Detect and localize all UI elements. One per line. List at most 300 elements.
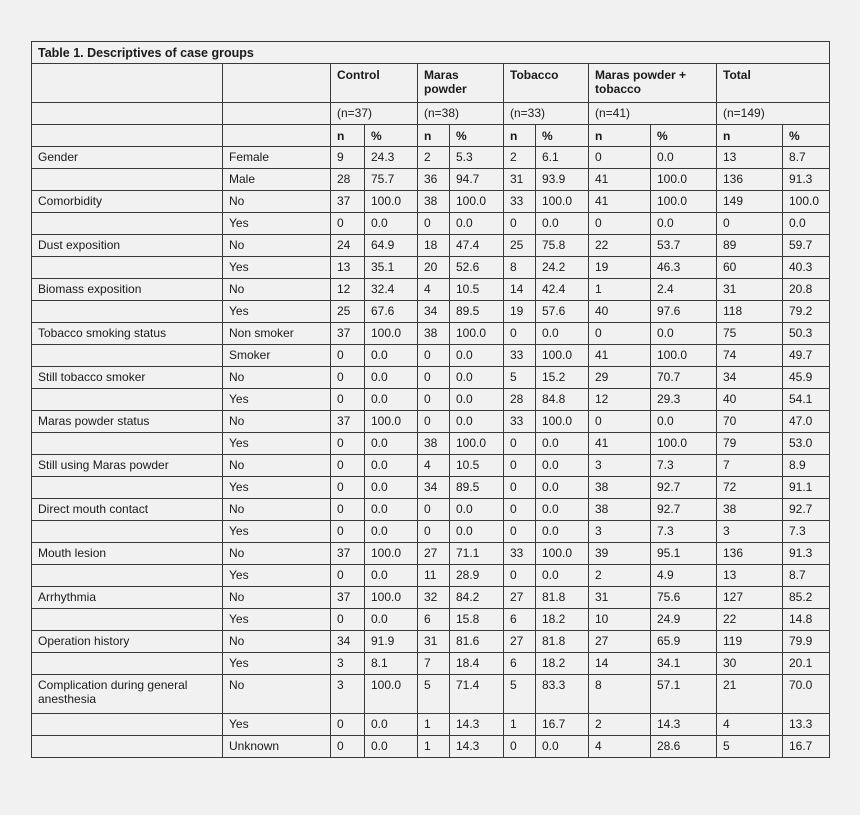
percent-cell: 0.0 — [536, 433, 589, 455]
percent-cell: 49.7 — [783, 345, 830, 367]
percent-cell: 89.5 — [450, 477, 504, 499]
percent-cell: 100.0 — [365, 675, 418, 714]
group-header-control: Control — [331, 64, 418, 103]
level-cell: Yes — [223, 477, 331, 499]
count-cell: 0 — [589, 323, 651, 345]
percent-cell: 7.3 — [651, 521, 717, 543]
count-cell: 34 — [331, 631, 365, 653]
count-cell: 1 — [589, 279, 651, 301]
count-cell: 33 — [504, 411, 536, 433]
percent-cell: 52.6 — [450, 257, 504, 279]
percent-cell: 100.0 — [365, 543, 418, 565]
count-cell: 0 — [331, 565, 365, 587]
count-cell: 7 — [717, 455, 783, 477]
table-row — [32, 736, 830, 758]
count-cell: 2 — [418, 147, 450, 169]
variable-name-cell — [32, 169, 223, 191]
percent-cell: 18.2 — [536, 653, 589, 675]
count-cell: 25 — [331, 301, 365, 323]
count-cell: 0 — [331, 521, 365, 543]
percent-cell: 0.0 — [365, 389, 418, 411]
count-cell: 34 — [418, 477, 450, 499]
level-cell: No — [223, 631, 331, 653]
count-cell: 33 — [504, 345, 536, 367]
n-row-empty-variable — [32, 103, 223, 125]
count-cell: 0 — [589, 147, 651, 169]
percent-cell: 0.0 — [536, 521, 589, 543]
group-n-tobacco: (n=33) — [504, 103, 589, 125]
percent-cell: 75.7 — [365, 169, 418, 191]
percent-cell: 91.3 — [783, 543, 830, 565]
variable-name-cell: Comorbidity — [32, 191, 223, 213]
count-cell: 31 — [717, 279, 783, 301]
percent-cell: 0.0 — [651, 213, 717, 235]
variable-name-cell: Direct mouth contact — [32, 499, 223, 521]
header-empty-variable — [32, 64, 223, 103]
count-cell: 1 — [418, 714, 450, 736]
count-cell: 0 — [331, 213, 365, 235]
percent-cell: 0.0 — [365, 367, 418, 389]
level-cell: No — [223, 455, 331, 477]
level-cell: No — [223, 543, 331, 565]
percent-cell: 0.0 — [450, 411, 504, 433]
table-row — [32, 169, 830, 191]
percent-cell: 100.0 — [450, 323, 504, 345]
percent-cell: 0.0 — [365, 213, 418, 235]
count-cell: 136 — [717, 543, 783, 565]
count-cell: 27 — [418, 543, 450, 565]
percent-cell: 0.0 — [536, 323, 589, 345]
count-cell: 60 — [717, 257, 783, 279]
count-cell: 12 — [589, 389, 651, 411]
percent-cell: 91.9 — [365, 631, 418, 653]
percent-cell: 53.7 — [651, 235, 717, 257]
table-row — [32, 323, 830, 345]
table-row — [32, 411, 830, 433]
count-cell: 27 — [589, 631, 651, 653]
count-cell: 33 — [504, 191, 536, 213]
percent-cell: 24.2 — [536, 257, 589, 279]
sub-header-n: n — [504, 125, 536, 147]
count-cell: 3 — [331, 653, 365, 675]
percent-cell: 4.9 — [651, 565, 717, 587]
count-cell: 0 — [331, 367, 365, 389]
table-row — [32, 565, 830, 587]
percent-cell: 35.1 — [365, 257, 418, 279]
table-row — [32, 147, 830, 169]
count-cell: 149 — [717, 191, 783, 213]
percent-cell: 13.3 — [783, 714, 830, 736]
table-caption: Table 1. Descriptives of case groups — [32, 42, 830, 64]
percent-cell: 0.0 — [365, 499, 418, 521]
percent-cell: 67.6 — [365, 301, 418, 323]
level-cell: Unknown — [223, 736, 331, 758]
variable-name-cell: Arrhythmia — [32, 587, 223, 609]
percent-cell: 7.3 — [783, 521, 830, 543]
percent-cell: 100.0 — [450, 191, 504, 213]
percent-cell: 95.1 — [651, 543, 717, 565]
percent-cell: 84.2 — [450, 587, 504, 609]
count-cell: 38 — [418, 191, 450, 213]
count-cell: 19 — [589, 257, 651, 279]
percent-cell: 75.8 — [536, 235, 589, 257]
variable-name-cell: Gender — [32, 147, 223, 169]
count-cell: 34 — [717, 367, 783, 389]
level-cell: Female — [223, 147, 331, 169]
percent-cell: 92.7 — [651, 499, 717, 521]
count-cell: 0 — [504, 565, 536, 587]
percent-cell: 83.3 — [536, 675, 589, 714]
count-cell: 36 — [418, 169, 450, 191]
count-cell: 37 — [331, 323, 365, 345]
count-cell: 0 — [504, 521, 536, 543]
variable-name-cell — [32, 714, 223, 736]
count-cell: 118 — [717, 301, 783, 323]
count-cell: 14 — [504, 279, 536, 301]
sub-header-n: n — [418, 125, 450, 147]
group-header-maras-powder: Maras powder — [418, 64, 504, 103]
count-cell: 33 — [504, 543, 536, 565]
count-cell: 2 — [589, 714, 651, 736]
count-cell: 5 — [418, 675, 450, 714]
percent-cell: 0.0 — [536, 477, 589, 499]
count-cell: 31 — [504, 169, 536, 191]
count-cell: 0 — [331, 714, 365, 736]
count-cell: 5 — [504, 675, 536, 714]
table-row — [32, 191, 830, 213]
count-cell: 41 — [589, 433, 651, 455]
count-cell: 22 — [589, 235, 651, 257]
table-row — [32, 389, 830, 411]
count-cell: 32 — [418, 587, 450, 609]
table-row — [32, 367, 830, 389]
percent-cell: 24.9 — [651, 609, 717, 631]
level-cell: Male — [223, 169, 331, 191]
count-cell: 74 — [717, 345, 783, 367]
count-cell: 1 — [418, 736, 450, 758]
percent-cell: 14.3 — [450, 714, 504, 736]
count-cell: 8 — [504, 257, 536, 279]
variable-name-cell: Biomass exposition — [32, 279, 223, 301]
count-cell: 38 — [589, 499, 651, 521]
variable-name-cell — [32, 609, 223, 631]
percent-cell: 7.3 — [651, 455, 717, 477]
percent-cell: 0.0 — [536, 455, 589, 477]
level-cell: Yes — [223, 609, 331, 631]
percent-cell: 0.0 — [536, 565, 589, 587]
percent-cell: 57.1 — [651, 675, 717, 714]
group-header-maras-powder-tobacco: Maras powder + tobacco — [589, 64, 717, 103]
percent-cell: 0.0 — [365, 433, 418, 455]
count-cell: 24 — [331, 235, 365, 257]
sub-header-n: n — [717, 125, 783, 147]
percent-cell: 20.1 — [783, 653, 830, 675]
percent-cell: 100.0 — [365, 191, 418, 213]
percent-cell: 54.1 — [783, 389, 830, 411]
count-cell: 3 — [589, 521, 651, 543]
percent-cell: 100.0 — [783, 191, 830, 213]
percent-cell: 29.3 — [651, 389, 717, 411]
n-row-empty-level — [223, 103, 331, 125]
count-cell: 0 — [504, 455, 536, 477]
percent-cell: 100.0 — [365, 323, 418, 345]
count-cell: 3 — [589, 455, 651, 477]
variable-name-cell — [32, 521, 223, 543]
group-n-maras-powder-tobacco: (n=41) — [589, 103, 717, 125]
percent-cell: 0.0 — [536, 736, 589, 758]
count-cell: 3 — [331, 675, 365, 714]
percent-cell: 2.4 — [651, 279, 717, 301]
count-cell: 0 — [418, 521, 450, 543]
level-cell: Yes — [223, 653, 331, 675]
count-cell: 19 — [504, 301, 536, 323]
percent-cell: 8.7 — [783, 565, 830, 587]
count-cell: 27 — [504, 631, 536, 653]
header-empty-level — [223, 64, 331, 103]
percent-cell: 0.0 — [450, 345, 504, 367]
percent-cell: 14.3 — [450, 736, 504, 758]
percent-cell: 42.4 — [536, 279, 589, 301]
table-row — [32, 257, 830, 279]
variable-name-cell: Tobacco smoking status — [32, 323, 223, 345]
count-cell: 37 — [331, 587, 365, 609]
count-cell: 119 — [717, 631, 783, 653]
percent-cell: 100.0 — [450, 433, 504, 455]
count-cell: 37 — [331, 543, 365, 565]
percent-cell: 71.1 — [450, 543, 504, 565]
count-cell: 31 — [418, 631, 450, 653]
percent-cell: 59.7 — [783, 235, 830, 257]
variable-name-cell: Mouth lesion — [32, 543, 223, 565]
percent-cell: 50.3 — [783, 323, 830, 345]
count-cell: 7 — [418, 653, 450, 675]
count-cell: 38 — [589, 477, 651, 499]
percent-cell: 45.9 — [783, 367, 830, 389]
level-cell: No — [223, 675, 331, 714]
count-cell: 1 — [504, 714, 536, 736]
count-cell: 12 — [331, 279, 365, 301]
table-row — [32, 235, 830, 257]
percent-cell: 70.7 — [651, 367, 717, 389]
level-cell: No — [223, 191, 331, 213]
count-cell: 13 — [717, 565, 783, 587]
level-cell: No — [223, 587, 331, 609]
percent-cell: 100.0 — [651, 191, 717, 213]
count-cell: 38 — [418, 433, 450, 455]
percent-cell: 0.0 — [365, 609, 418, 631]
percent-cell: 64.9 — [365, 235, 418, 257]
count-cell: 13 — [331, 257, 365, 279]
table-row — [32, 213, 830, 235]
percent-cell: 0.0 — [450, 389, 504, 411]
percent-cell: 10.5 — [450, 279, 504, 301]
sub-header-percent: % — [783, 125, 830, 147]
count-cell: 136 — [717, 169, 783, 191]
variable-name-cell — [32, 477, 223, 499]
percent-cell: 100.0 — [365, 411, 418, 433]
table-row — [32, 455, 830, 477]
group-header-tobacco: Tobacco — [504, 64, 589, 103]
percent-cell: 0.0 — [450, 213, 504, 235]
count-cell: 13 — [717, 147, 783, 169]
count-cell: 30 — [717, 653, 783, 675]
count-cell: 0 — [418, 345, 450, 367]
level-cell: No — [223, 499, 331, 521]
percent-cell: 0.0 — [365, 736, 418, 758]
count-cell: 31 — [589, 587, 651, 609]
count-cell: 0 — [589, 411, 651, 433]
percent-cell: 97.6 — [651, 301, 717, 323]
count-cell: 34 — [418, 301, 450, 323]
percent-cell: 8.9 — [783, 455, 830, 477]
count-cell: 6 — [504, 653, 536, 675]
descriptives-table — [31, 41, 830, 758]
percent-cell: 46.3 — [651, 257, 717, 279]
percent-cell: 100.0 — [536, 191, 589, 213]
percent-cell: 100.0 — [536, 543, 589, 565]
percent-cell: 0.0 — [450, 521, 504, 543]
count-cell: 0 — [331, 736, 365, 758]
level-cell: Yes — [223, 521, 331, 543]
count-cell: 40 — [717, 389, 783, 411]
count-cell: 28 — [504, 389, 536, 411]
sub-header-n: n — [331, 125, 365, 147]
level-cell: Yes — [223, 433, 331, 455]
percent-cell: 16.7 — [536, 714, 589, 736]
table-row — [32, 345, 830, 367]
count-cell: 0 — [331, 477, 365, 499]
count-cell: 41 — [589, 345, 651, 367]
table-row — [32, 675, 830, 714]
group-n-control: (n=37) — [331, 103, 418, 125]
percent-cell: 100.0 — [651, 345, 717, 367]
variable-name-cell: Dust exposition — [32, 235, 223, 257]
count-cell: 38 — [717, 499, 783, 521]
count-cell: 0 — [418, 411, 450, 433]
percent-cell: 84.8 — [536, 389, 589, 411]
variable-name-cell: Still tobacco smoker — [32, 367, 223, 389]
percent-cell: 65.9 — [651, 631, 717, 653]
percent-cell: 0.0 — [783, 213, 830, 235]
variable-name-cell — [32, 213, 223, 235]
count-cell: 0 — [418, 367, 450, 389]
table-row — [32, 279, 830, 301]
percent-cell: 81.8 — [536, 631, 589, 653]
sub-header-percent: % — [365, 125, 418, 147]
percent-cell: 15.2 — [536, 367, 589, 389]
percent-cell: 8.1 — [365, 653, 418, 675]
count-cell: 5 — [717, 736, 783, 758]
percent-cell: 89.5 — [450, 301, 504, 323]
count-cell: 0 — [504, 499, 536, 521]
percent-cell: 70.0 — [783, 675, 830, 714]
table-row — [32, 714, 830, 736]
variable-name-cell — [32, 653, 223, 675]
count-cell: 39 — [589, 543, 651, 565]
group-n-total: (n=149) — [717, 103, 830, 125]
level-cell: Yes — [223, 213, 331, 235]
count-cell: 0 — [418, 499, 450, 521]
table-row — [32, 653, 830, 675]
level-cell: No — [223, 235, 331, 257]
count-cell: 0 — [331, 609, 365, 631]
table-row — [32, 543, 830, 565]
variable-name-cell: Still using Maras powder — [32, 455, 223, 477]
level-cell: Yes — [223, 389, 331, 411]
percent-cell: 0.0 — [365, 521, 418, 543]
percent-cell: 0.0 — [651, 323, 717, 345]
count-cell: 25 — [504, 235, 536, 257]
percent-cell: 0.0 — [365, 477, 418, 499]
percent-cell: 40.3 — [783, 257, 830, 279]
count-cell: 72 — [717, 477, 783, 499]
count-cell: 0 — [331, 433, 365, 455]
count-cell: 38 — [418, 323, 450, 345]
level-cell: Yes — [223, 257, 331, 279]
table-row — [32, 301, 830, 323]
count-cell: 37 — [331, 191, 365, 213]
level-cell: Yes — [223, 301, 331, 323]
percent-cell: 0.0 — [651, 147, 717, 169]
count-cell: 0 — [418, 213, 450, 235]
count-cell: 22 — [717, 609, 783, 631]
table-row — [32, 477, 830, 499]
level-cell: Yes — [223, 565, 331, 587]
table-row — [32, 631, 830, 653]
count-cell: 41 — [589, 191, 651, 213]
variable-name-cell — [32, 301, 223, 323]
count-cell: 0 — [331, 389, 365, 411]
percent-cell: 15.8 — [450, 609, 504, 631]
percent-cell: 92.7 — [783, 499, 830, 521]
level-cell: Smoker — [223, 345, 331, 367]
count-cell: 8 — [589, 675, 651, 714]
variable-name-cell — [32, 389, 223, 411]
group-header-total: Total — [717, 64, 830, 103]
count-cell: 0 — [331, 455, 365, 477]
variable-name-cell — [32, 565, 223, 587]
count-cell: 70 — [717, 411, 783, 433]
percent-cell: 0.0 — [365, 714, 418, 736]
percent-cell: 34.1 — [651, 653, 717, 675]
percent-cell: 91.3 — [783, 169, 830, 191]
variable-name-cell — [32, 736, 223, 758]
percent-cell: 0.0 — [536, 499, 589, 521]
percent-cell: 92.7 — [651, 477, 717, 499]
percent-cell: 79.9 — [783, 631, 830, 653]
count-cell: 28 — [331, 169, 365, 191]
count-cell: 0 — [504, 213, 536, 235]
percent-cell: 47.0 — [783, 411, 830, 433]
variable-name-cell: Complication during general anesthesia — [32, 675, 223, 714]
percent-cell: 18.4 — [450, 653, 504, 675]
percent-cell: 91.1 — [783, 477, 830, 499]
count-cell: 79 — [717, 433, 783, 455]
percent-cell: 16.7 — [783, 736, 830, 758]
percent-cell: 24.3 — [365, 147, 418, 169]
percent-cell: 6.1 — [536, 147, 589, 169]
variable-name-cell — [32, 257, 223, 279]
variable-name-cell: Maras powder status — [32, 411, 223, 433]
count-cell: 0 — [504, 433, 536, 455]
count-cell: 41 — [589, 169, 651, 191]
percent-cell: 32.4 — [365, 279, 418, 301]
percent-cell: 0.0 — [365, 345, 418, 367]
percent-cell: 81.8 — [536, 587, 589, 609]
percent-cell: 81.6 — [450, 631, 504, 653]
sub-header-percent: % — [651, 125, 717, 147]
count-cell: 4 — [418, 455, 450, 477]
